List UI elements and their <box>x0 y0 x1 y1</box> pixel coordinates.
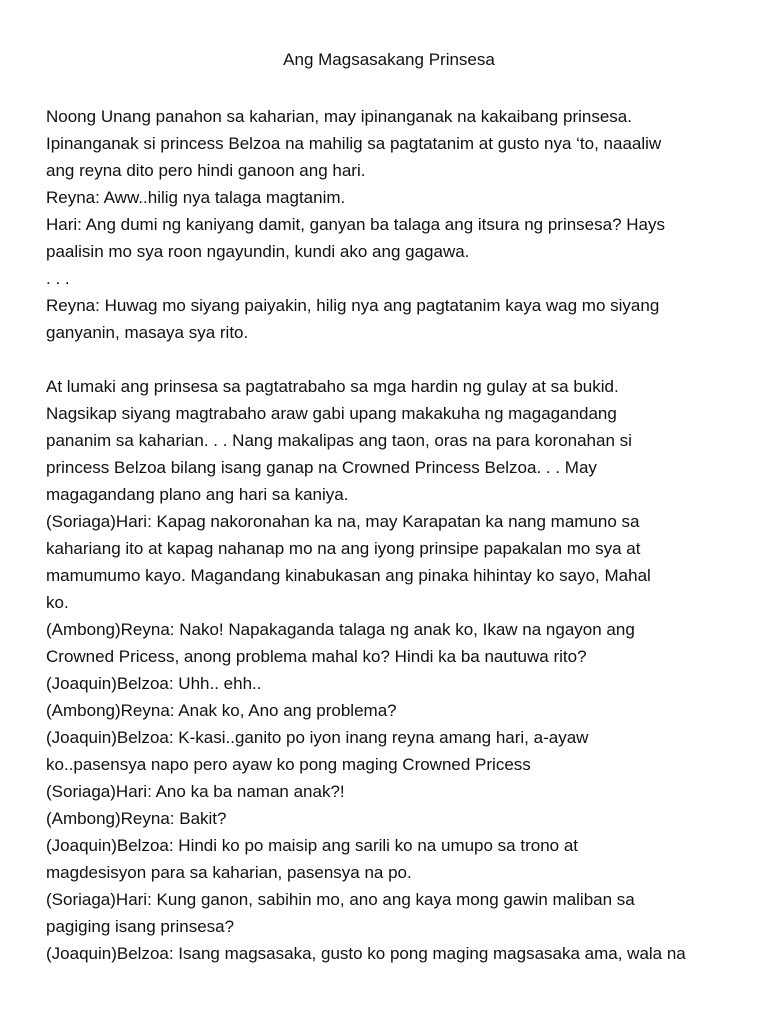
text-line: (Ambong)Reyna: Nako! Napakaganda talaga ng anak ko, Ikaw na ngayon ang <box>46 620 635 639</box>
text-line: ganyanin, masaya sya rito. <box>46 323 249 342</box>
text-line: kahariang ito at kapag nahanap mo na ang iyong prinsipe papakalan mo sya at <box>46 539 641 558</box>
text-line: Reyna: Aww..hilig nya talaga magtanim. <box>46 188 346 207</box>
text-line: (Soriaga)Hari: Kung ganon, sabihin mo, ano ang kaya mong gawin maliban sa <box>46 890 635 909</box>
text-line: Noong Unang panahon sa kaharian, may ipinanganak na kakaibang prinsesa. <box>46 107 632 126</box>
text-line: (Ambong)Reyna: Bakit? <box>46 809 227 828</box>
text-line: (Soriaga)Hari: Ano ka ba naman anak?! <box>46 782 345 801</box>
text-line: magdesisyon para sa kaharian, pasensya na po. <box>46 863 412 882</box>
document-title: Ang Magsasakang Prinsesa <box>283 50 495 69</box>
text-line: ko. <box>46 593 69 612</box>
text-line: Crowned Pricess, anong problema mahal ko? Hindi ka ba nautuwa rito? <box>46 647 587 666</box>
text-line: (Joaquin)Belzoa: Uhh.. ehh.. <box>46 674 262 693</box>
text-line: . . . <box>46 269 70 288</box>
text-line: pananim sa kaharian. . . Nang makalipas ang taon, oras na para koronahan si <box>46 431 632 450</box>
text-line: Reyna: Huwag mo siyang paiyakin, hilig nya ang pagtatanim kaya wag mo siyang <box>46 296 660 315</box>
text-line: princess Belzoa bilang isang ganap na Crowned Princess Belzoa. . . May <box>46 458 597 477</box>
text-line: (Joaquin)Belzoa: Isang magsasaka, gusto ko pong maging magsasaka ama, wala na <box>46 944 686 963</box>
text-line: pagiging isang prinsesa? <box>46 917 235 936</box>
text-line: ang reyna dito pero hindi ganoon ang hari. <box>46 161 366 180</box>
document-body <box>46 103 756 967</box>
text-line: paalisin mo sya roon ngayundin, kundi ako ang gagawa. <box>46 242 470 261</box>
text-line: ko..pasensya napo pero ayaw ko pong maging Crowned Pricess <box>46 755 531 774</box>
text-line: Hari: Ang dumi ng kaniyang damit, ganyan ba talaga ang itsura ng prinsesa? Hays <box>46 215 665 234</box>
text-line: (Joaquin)Belzoa: Hindi ko po maisip ang sarili ko na umupo sa trono at <box>46 836 579 855</box>
text-line: (Ambong)Reyna: Anak ko, Ano ang problema? <box>46 701 397 720</box>
text-line: mamumumo kayo. Magandang kinabukasan ang pinaka hihintay ko sayo, Mahal <box>46 566 651 585</box>
text-line: Ipinanganak si princess Belzoa na mahilig sa pagtatanim at gusto nya ‘to, naaaliw <box>46 134 662 153</box>
text-line: Nagsikap siyang magtrabaho araw gabi upang makakuha ng magagandang <box>46 404 617 423</box>
paragraph-break <box>46 346 756 373</box>
text-line: (Joaquin)Belzoa: K-kasi..ganito po iyon inang reyna amang hari, a-ayaw <box>46 728 589 747</box>
text-line: At lumaki ang prinsesa sa pagtatrabaho sa mga hardin ng gulay at sa bukid. <box>46 377 619 396</box>
text-line: (Soriaga)Hari: Kapag nakoronahan ka na, may Karapatan ka nang mamuno sa <box>46 512 640 531</box>
text-line: magagandang plano ang hari sa kaniya. <box>46 485 349 504</box>
